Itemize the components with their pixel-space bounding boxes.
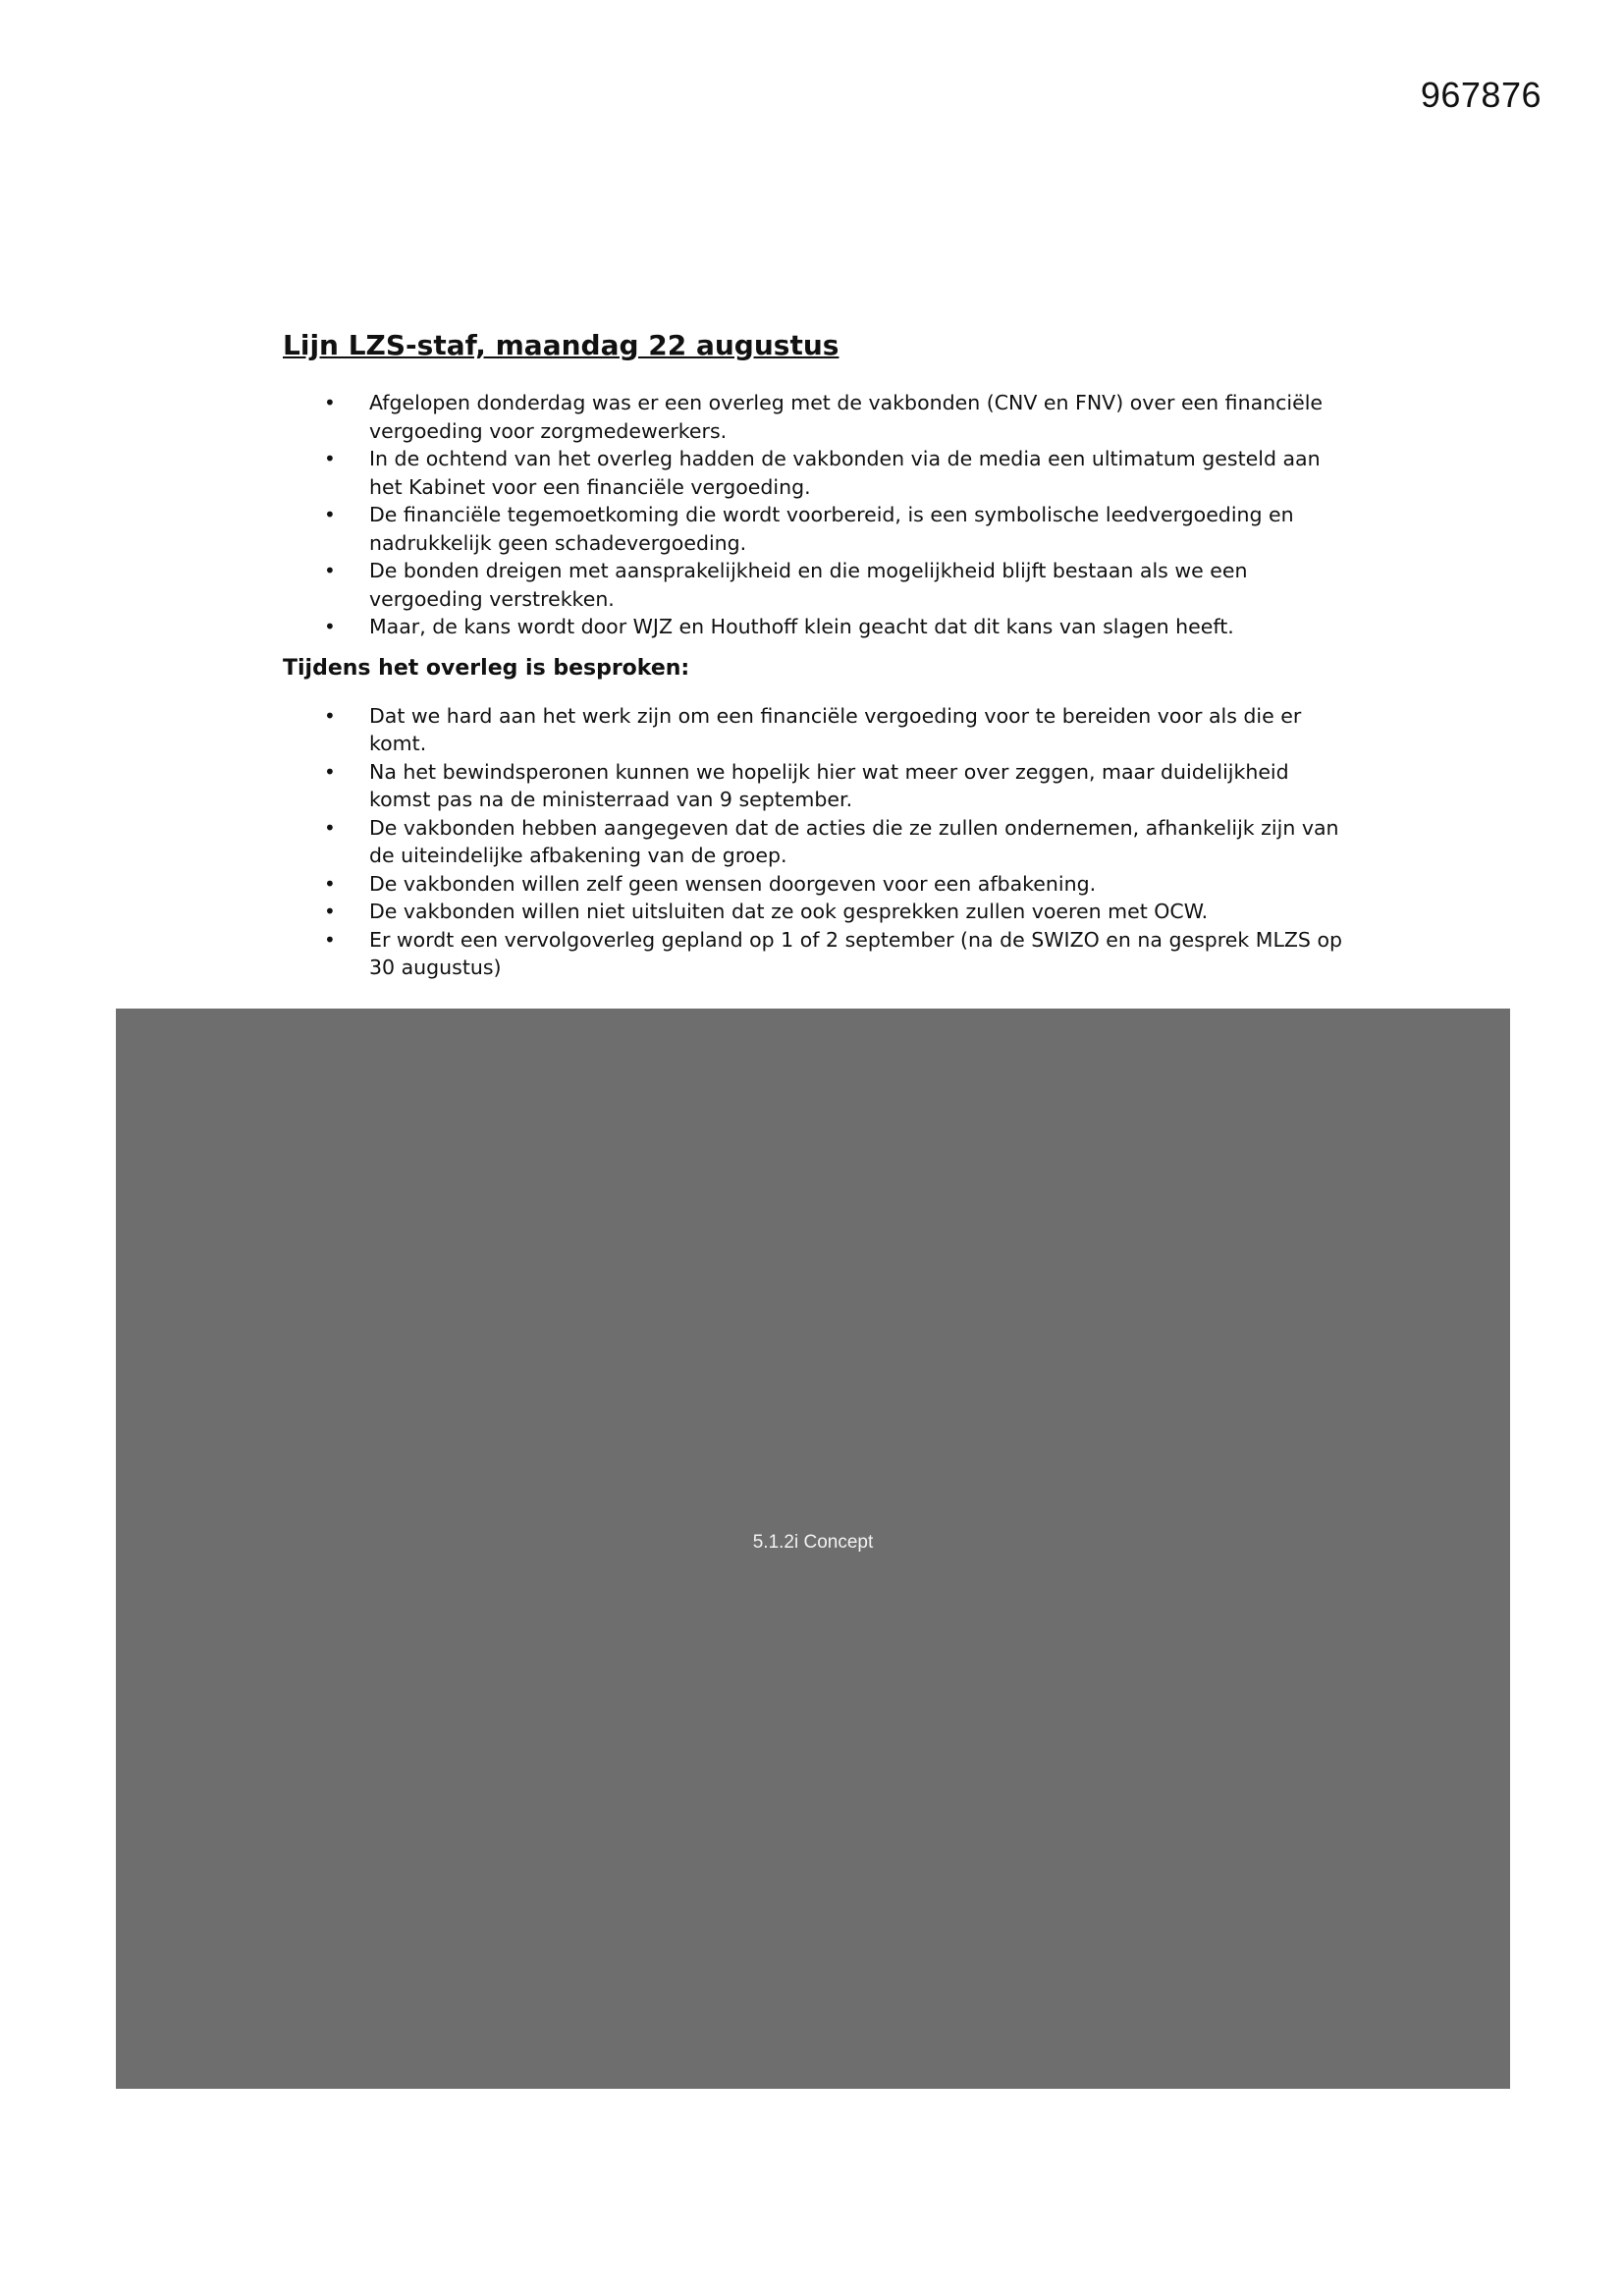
document-number: 967876: [1420, 75, 1542, 115]
list-item: • Er wordt een vervolgoverleg gepland op 1 of 2 september (na de SWIZO en na gesprek MLZS op 30 augustus): [283, 926, 1353, 982]
list-item: • Na het bewindsperonen kunnen we hopelijk hier wat meer over zeggen, maar duidelijkheid komst pas na de ministerraad van 9 september.: [283, 758, 1353, 814]
list-item: • Maar, de kans wordt door WJZ en Houthoff klein geacht dat dit kans van slagen heeft.: [283, 613, 1353, 641]
list-item: • De financiële tegemoetkoming die wordt voorbereid, is een symbolische leedvergoeding en nadrukkelijk geen schadevergoeding.: [283, 501, 1353, 557]
list-item: • De bonden dreigen met aansprakelijkheid en die mogelijkheid blijft bestaan als we een vergoeding verstrekken.: [283, 557, 1353, 613]
list-item: • De vakbonden hebben aangegeven dat de acties die ze zullen ondernemen, afhankelijk zijn van de uiteindelijke afbakening van de groep.: [283, 814, 1353, 870]
document-body: [283, 326, 1353, 994]
section-title: Tijdens het overleg is besproken:: [283, 655, 690, 681]
list-item: • Dat we hard aan het werk zijn om een financiële vergoeding voor te bereiden voor als die er komt.: [283, 702, 1353, 758]
list-item: • In de ochtend van het overleg hadden de vakbonden via de media een ultimatum gesteld aan het Kabinet voor een financiële vergoeding.: [283, 445, 1353, 501]
list-item: • Afgelopen donderdag was er een overleg met de vakbonden (CNV en FNV) over een financiële vergoeding voor zorgmedewerkers.: [283, 389, 1353, 445]
list-item: • De vakbonden willen niet uitsluiten dat ze ook gesprekken zullen voeren met OCW.: [283, 898, 1353, 926]
redaction-label: 5.1.2i Concept: [752, 1532, 874, 1553]
discussed-bullet-list: [283, 702, 1353, 982]
list-item: • De vakbonden willen zelf geen wensen doorgeven voor een afbakening.: [283, 870, 1353, 899]
page-title: Lijn LZS-staf, maandag 22 augustus: [283, 329, 839, 361]
redaction-block: [116, 1009, 1510, 2089]
intro-bullet-list: [283, 389, 1353, 641]
